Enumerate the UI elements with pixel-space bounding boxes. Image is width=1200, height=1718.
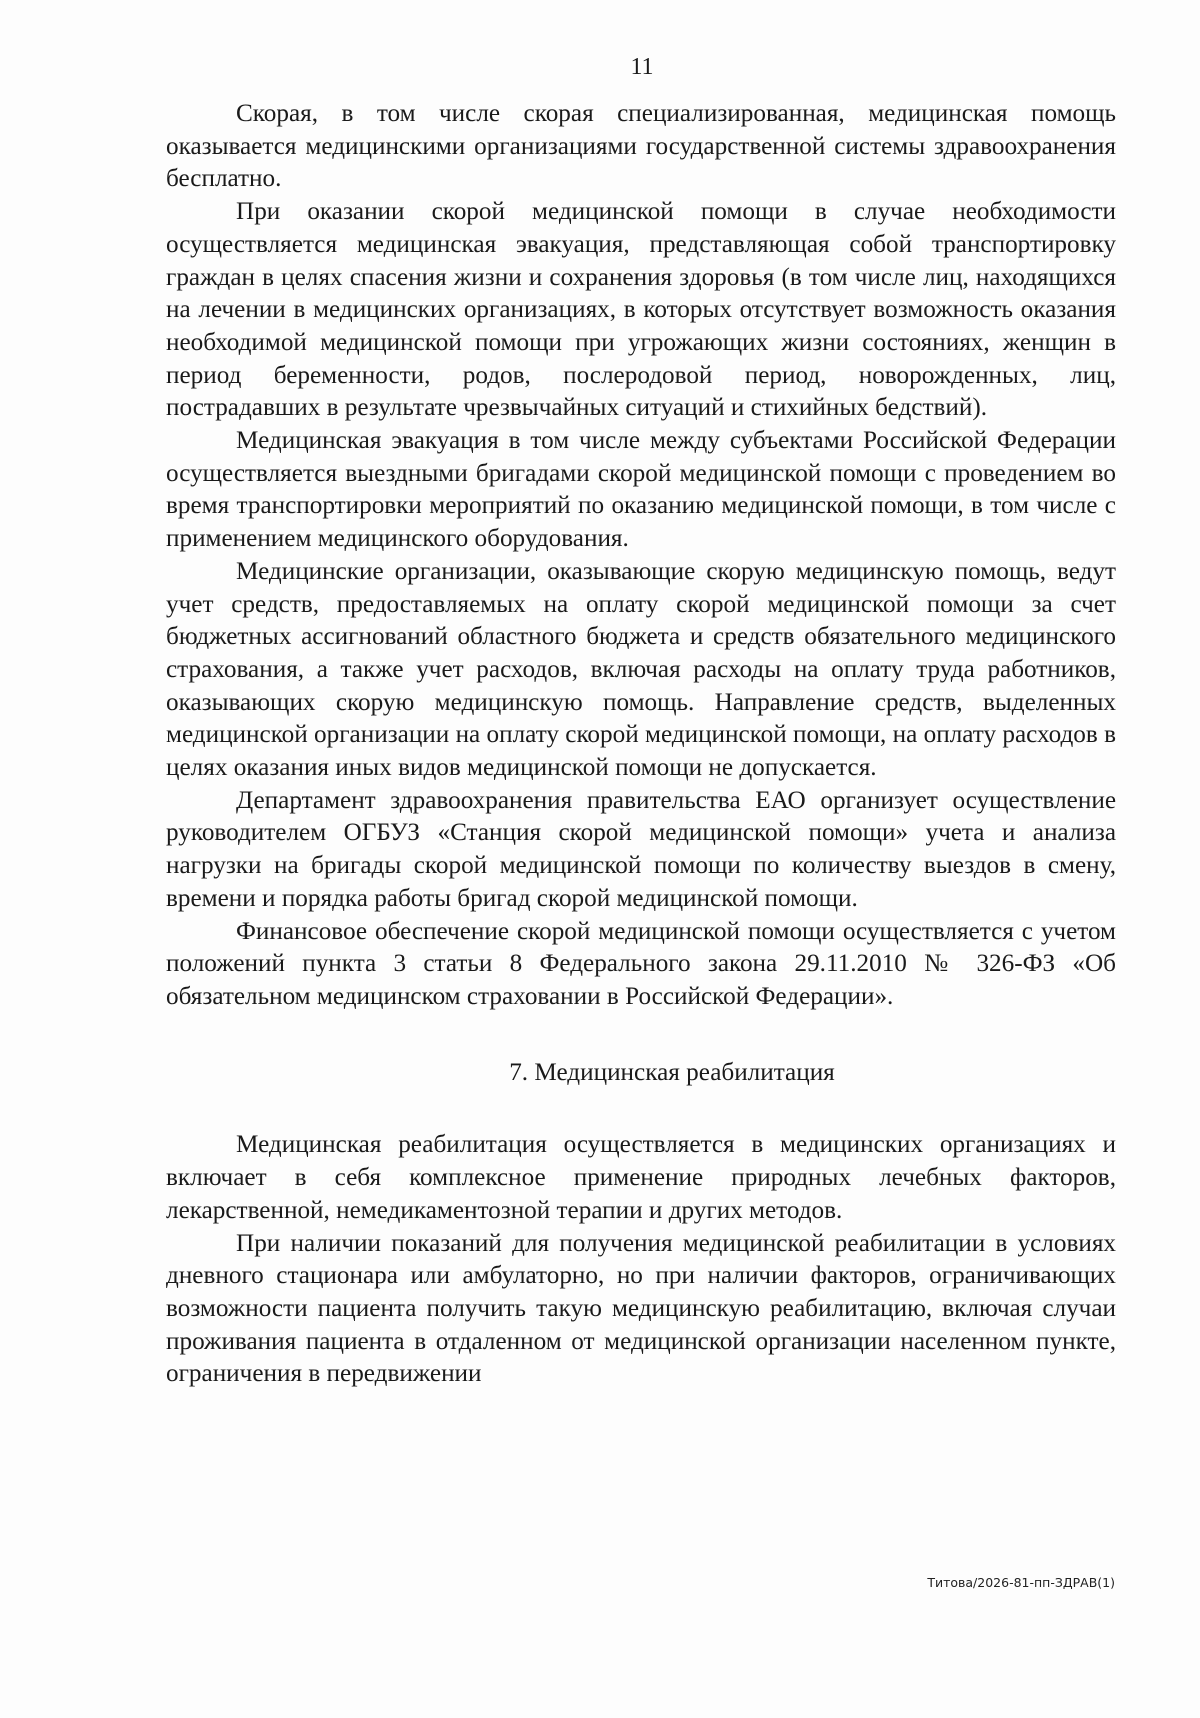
page-number: 11 — [630, 54, 654, 80]
paragraph: Департамент здравоохранения правительства ЕАО организует осуществление руководителем ОГБУЗ «Станция скорой медицинской помощи» учета и анализа нагрузки на бригады скорой медицинской помощи по количеству выездов в смену, времени и порядка работы бригад скорой медицинской помощи. — [166, 786, 1116, 912]
paragraph: При наличии показаний для получения медицинской реабилитации в условиях дневного стационара или амбулаторно, но при наличии факторов, ограничивающих возможности пациента получить такую медицинскую реабилитацию, включая случаи проживания пациента в отдаленном от медицинской организации населенном пункте, ограничения в передвижении — [166, 1229, 1116, 1388]
paragraph: Медицинская реабилитация осуществляется в медицинских организациях и включает в себя комплексное применение природных лечебных факторов, лекарственной, немедикаментозной терапии и других методов. — [166, 1131, 1116, 1224]
paragraph: Медицинская эвакуация в том числе между субъектами Российской Федерации осуществляется выездными бригадами скорой медицинской помощи с проведением во время транспортировки мероприятий по оказанию медицинской помощи, в том числе с применением медицинского оборудования. — [166, 427, 1116, 553]
paragraph: Скорая, в том числе скорая специализированная, медицинская помощь оказывается медицинскими организациями государственной системы здравоохранения бесплатно. — [166, 100, 1116, 193]
paragraph: Медицинские организации, оказывающие скорую медицинскую помощь, ведут учет средств, предоставляемых на оплату скорой медицинской помощи за счет бюджетных ассигнований областного бюджета и средств обязательного медицинского страхования, а также учет расходов, включая расходы на оплату труда работников, оказывающих скорую медицинскую помощь. Направление средств, выделенных медицинской организации на оплату скорой медицинской помощи, на оплату расходов в целях оказания иных видов медицинской помощи не допускается. — [166, 557, 1116, 782]
paragraph: Финансовое обеспечение скорой медицинской помощи осуществляется с учетом положений пункта 3 статьи 8 Федерального закона 29.11.2010 № 326-ФЗ «Об обязательном медицинском страховании в Российской Федерации». — [166, 917, 1116, 1010]
document-body — [166, 98, 1116, 1391]
section-heading: 7. Медицинская реабилитация — [509, 1058, 835, 1086]
document-code: Титова/2026-81-пп-ЗДРАВ(1) — [927, 1575, 1115, 1590]
paragraph: При оказании скорой медицинской помощи в случае необходимости осуществляется медицинская эвакуация, представляющая собой транспортировку граждан в целях спасения жизни и сохранения здоровья (в том числе лиц, находящихся на лечении в медицинских организациях, в которых отсутствует возможность оказания необходимой медицинской помощи при угрожающих жизни состояниях, женщин в период беременности, родов, послеродовой период, новорожденных, лиц, пострадавших в результате чрезвычайных ситуаций и стихийных бедствий). — [166, 198, 1116, 422]
